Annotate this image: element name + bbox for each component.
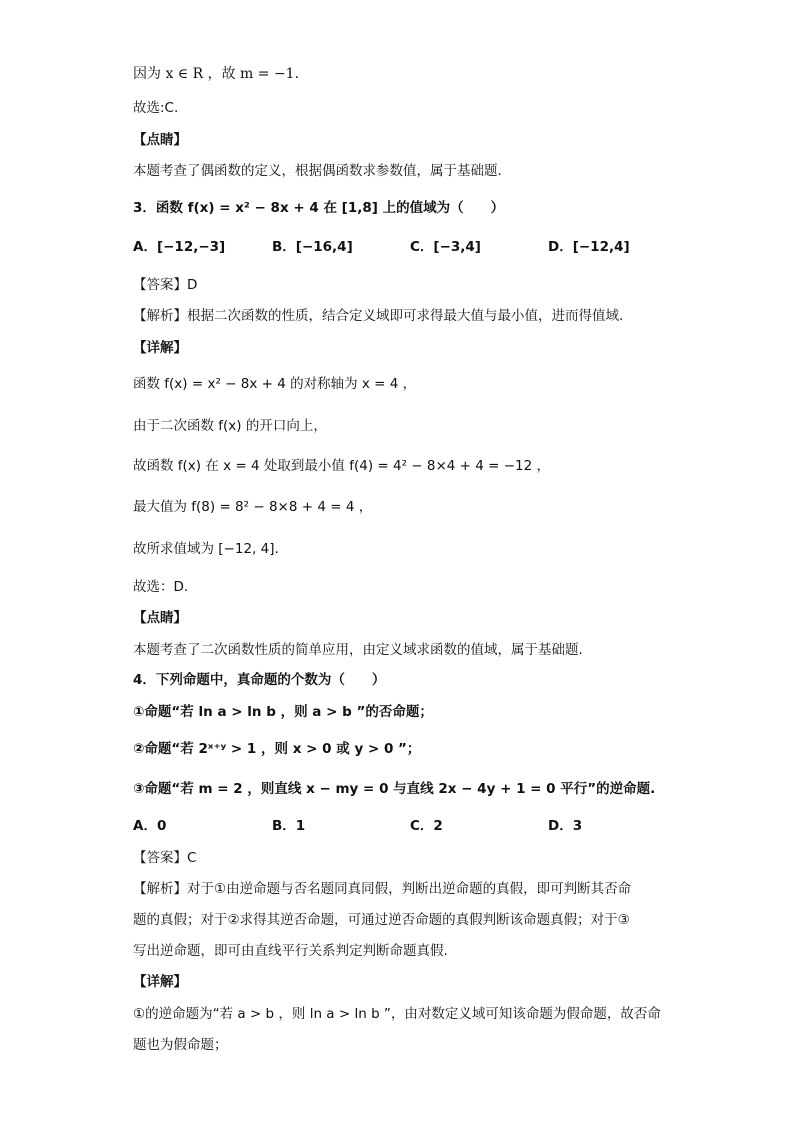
text-line: 函数 f(x) = x² − 8x + 4 的对称轴为 x = 4 ，: [133, 376, 417, 392]
text-line: 故所求值域为 [−12, 4].: [133, 541, 279, 557]
analysis-line: 题的真假；对于②求得其逆否命题，可通过逆否命题的真假判断该命题真假；对于③: [133, 912, 630, 928]
analysis-line: 【解析】根据二次函数的性质，结合定义域即可求得最大值与最小值，进而得值域.: [133, 308, 624, 324]
analysis-line: 写出逆命题，即可由直线平行关系判定判断命题真假.: [133, 943, 448, 959]
option-d: D．3: [548, 818, 583, 834]
proposition-3: ③命题“若 m = 2 ，则直线 x − my = 0 与直线 2x − 4y + 1 = 0 平行”的逆命题.: [133, 781, 656, 797]
question-3-stem: 3．函数 f(x) = x² − 8x + 4 在 [1,8] 上的值域为（ ）: [133, 200, 505, 216]
text-line: 故选：D.: [133, 579, 189, 595]
option-b: B．[−16,4]: [272, 239, 353, 255]
option-c: C．[−3,4]: [410, 239, 481, 255]
text-line: 故选:C.: [133, 100, 179, 116]
option-d: D．[−12,4]: [548, 239, 630, 255]
text-line: 题也为假命题；: [133, 1037, 228, 1053]
option-b: B．1: [272, 818, 306, 834]
answer-line: 【答案】C: [133, 850, 197, 866]
section-heading: 【详解】: [133, 340, 187, 356]
text-line: 本题考查了二次函数性质的简单应用，由定义域求函数的值域，属于基础题.: [133, 642, 583, 658]
text-line: ①的逆命题为“若 a > b ，则 ln a > ln b ”，由对数定义域可知该命题为假命题，故否命: [133, 1006, 661, 1022]
proposition-2: ②命题“若 2ˣ⁺ʸ > 1 ，则 x > 0 或 y > 0 ”；: [133, 741, 421, 757]
analysis-line: 【解析】对于①由逆命题与否名题同真同假，判断出逆命题的真假，即可判断其否命: [133, 881, 632, 897]
option-a: A．0: [133, 818, 167, 834]
proposition-1: ①命题“若 ln a > ln b ，则 a > b ”的否命题；: [133, 704, 433, 720]
section-heading: 【点睛】: [133, 610, 187, 626]
text-line: 因为 x ∈ R ，故 m = −1.: [133, 66, 300, 82]
section-heading: 【详解】: [133, 974, 187, 990]
section-heading: 【点睛】: [133, 132, 187, 148]
question-4-stem: 4．下列命题中，真命题的个数为（ ）: [133, 672, 386, 688]
option-c: C．2: [410, 818, 443, 834]
text-line: 最大值为 f(8) = 8² − 8×8 + 4 = 4 ，: [133, 499, 373, 515]
answer-line: 【答案】D: [133, 277, 198, 293]
text-line: 本题考查了偶函数的定义，根据偶函数求参数值，属于基础题.: [133, 163, 502, 179]
text-line: 由于二次函数 f(x) 的开口向上，: [133, 418, 327, 434]
text-line: 故函数 f(x) 在 x = 4 处取到最小值 f(4) = 4² − 8×4 + 4 = −12 ，: [133, 458, 551, 474]
option-a: A．[−12,−3]: [133, 239, 226, 255]
